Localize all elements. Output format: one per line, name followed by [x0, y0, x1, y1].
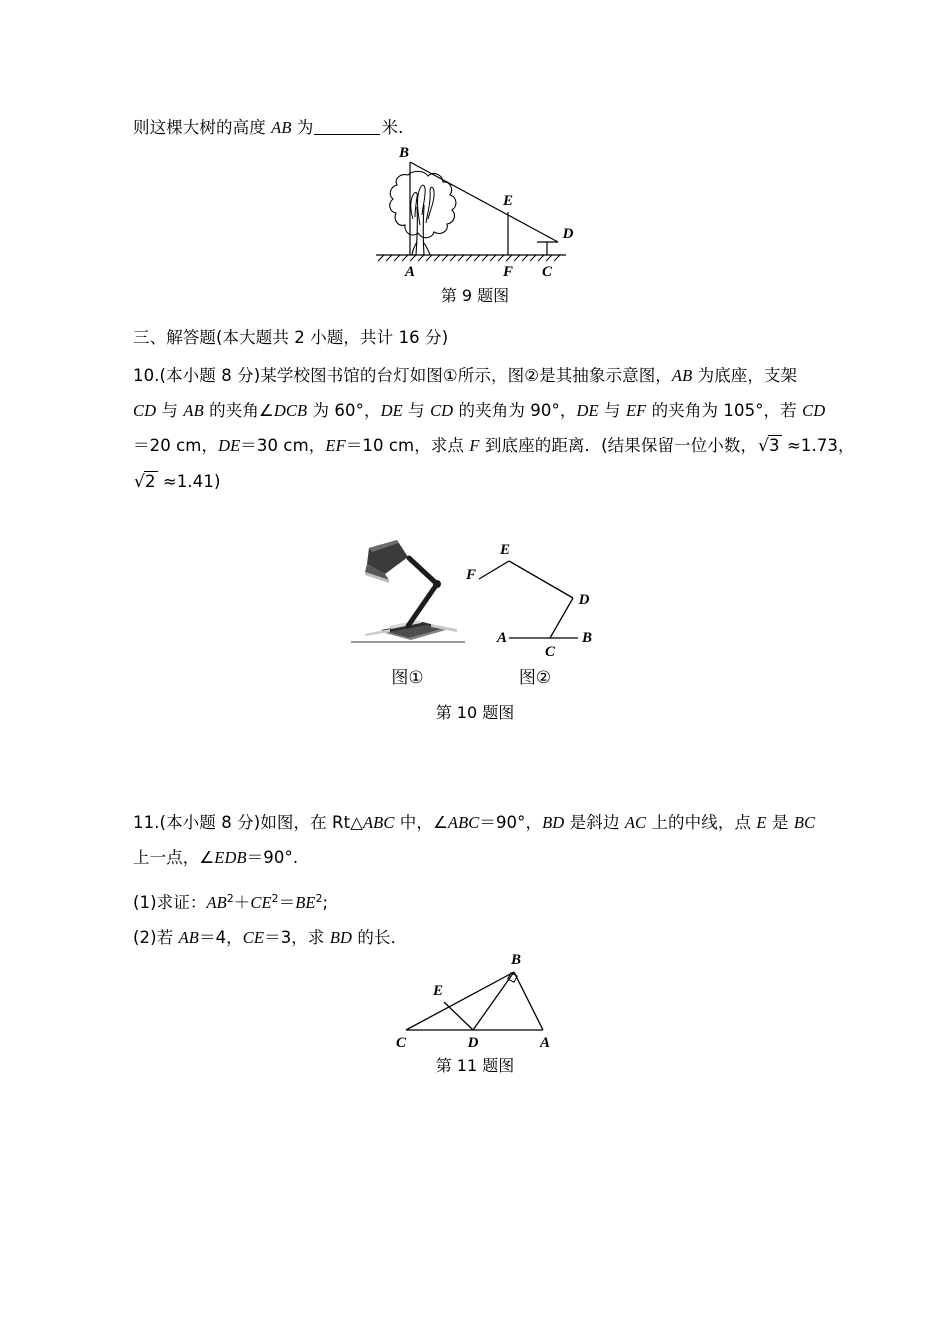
q10-line-1: 10.(本小题 8 分)某学校图书馆的台灯如图①所示，图②是其抽象示意图，AB 为底座，支架 — [133, 366, 798, 385]
ground-hatching — [378, 255, 560, 261]
section-3-heading: 三、解答题(本大题共 2 小题，共计 16 分) — [133, 328, 449, 347]
q9-answer-blank[interactable] — [314, 119, 380, 136]
q10-caption: 第 10 题图 — [435, 703, 515, 722]
q11-sub-2: (2)若 AB＝4，CE＝3，求 BD 的长． — [133, 927, 408, 947]
segment-cb — [406, 972, 514, 1030]
segment-bd-median — [473, 972, 514, 1030]
q11-figure — [395, 950, 565, 1050]
tree-branches — [411, 185, 434, 225]
q9-figure — [340, 145, 600, 285]
label-e: E — [499, 542, 511, 558]
segment-bd — [410, 162, 558, 242]
q9-caption: 第 9 题图 — [440, 286, 510, 305]
lamp-upper-arm — [409, 558, 437, 584]
label-b: B — [510, 952, 522, 968]
q10-line-4: √2 ≈1.41) — [134, 472, 221, 492]
q10-statement — [133, 358, 855, 500]
segment-de — [509, 561, 573, 598]
label-e: E — [502, 193, 514, 209]
label-a: A — [496, 630, 508, 646]
q11-score: (本小题 8 分) — [159, 813, 261, 832]
label-c: C — [395, 1035, 407, 1051]
q10-line-3: ＝20 cm，DE＝30 cm，EF＝10 cm，求点 F 到底座的距离．(结果保留一位小数，√3 ≈1.73， — [133, 436, 855, 456]
label-c: C — [541, 264, 553, 280]
q11-caption: 第 11 题图 — [435, 1056, 515, 1075]
segment-ef — [479, 561, 509, 579]
segment-ed — [444, 1002, 473, 1030]
q11-line-2: 上一点，∠EDB＝90°. — [133, 848, 299, 867]
label-b: B — [398, 145, 410, 161]
q10-line-2: CD 与 AB 的夹角∠DCB 为 60°，DE 与 CD 的夹角为 90°，DE 与 EF 的夹角为 105°，若 CD — [133, 401, 826, 420]
q10-figure-2-abstract — [465, 530, 605, 660]
label-d: D — [467, 1035, 479, 1051]
q11-statement — [133, 805, 823, 955]
lamp-lower-arm — [408, 584, 437, 626]
label-a: A — [404, 264, 416, 280]
q11-sub-1: (1)求证：$AB^2+CE^2=BE^2$; — [133, 892, 329, 912]
q9-text-mid: 为 — [291, 118, 314, 137]
segment-ba — [514, 972, 543, 1030]
label-c: C — [544, 644, 556, 660]
label-a: A — [539, 1035, 551, 1051]
q9-text-before: 则这棵大树的高度 — [133, 118, 272, 137]
q10-number: 10. — [133, 366, 160, 385]
lamp-head — [365, 540, 408, 583]
q10-score: (本小题 8 分) — [159, 366, 261, 385]
q9-segment-ab: AB — [271, 118, 292, 137]
label-d: D — [578, 592, 590, 608]
label-f: F — [465, 567, 477, 583]
label-d: D — [562, 226, 574, 242]
q10-figure-1-caption: 图① — [391, 668, 424, 688]
q11-number: 11. — [133, 813, 160, 832]
segment-cd — [550, 598, 573, 638]
label-b: B — [581, 630, 593, 646]
q9-text-after: 米. — [381, 118, 404, 137]
q10-figure-1-lamp-photo — [345, 530, 470, 650]
label-e: E — [432, 983, 444, 999]
q10-figure-2-caption: 图② — [518, 668, 552, 688]
label-f: F — [502, 264, 514, 280]
q9-tail-text — [133, 110, 823, 145]
q11-line-1: 11.(本小题 8 分)如图，在 Rt△ABC 中，∠ABC＝90°，BD 是斜边 AC 上的中线，点 E 是 BC — [133, 813, 816, 832]
